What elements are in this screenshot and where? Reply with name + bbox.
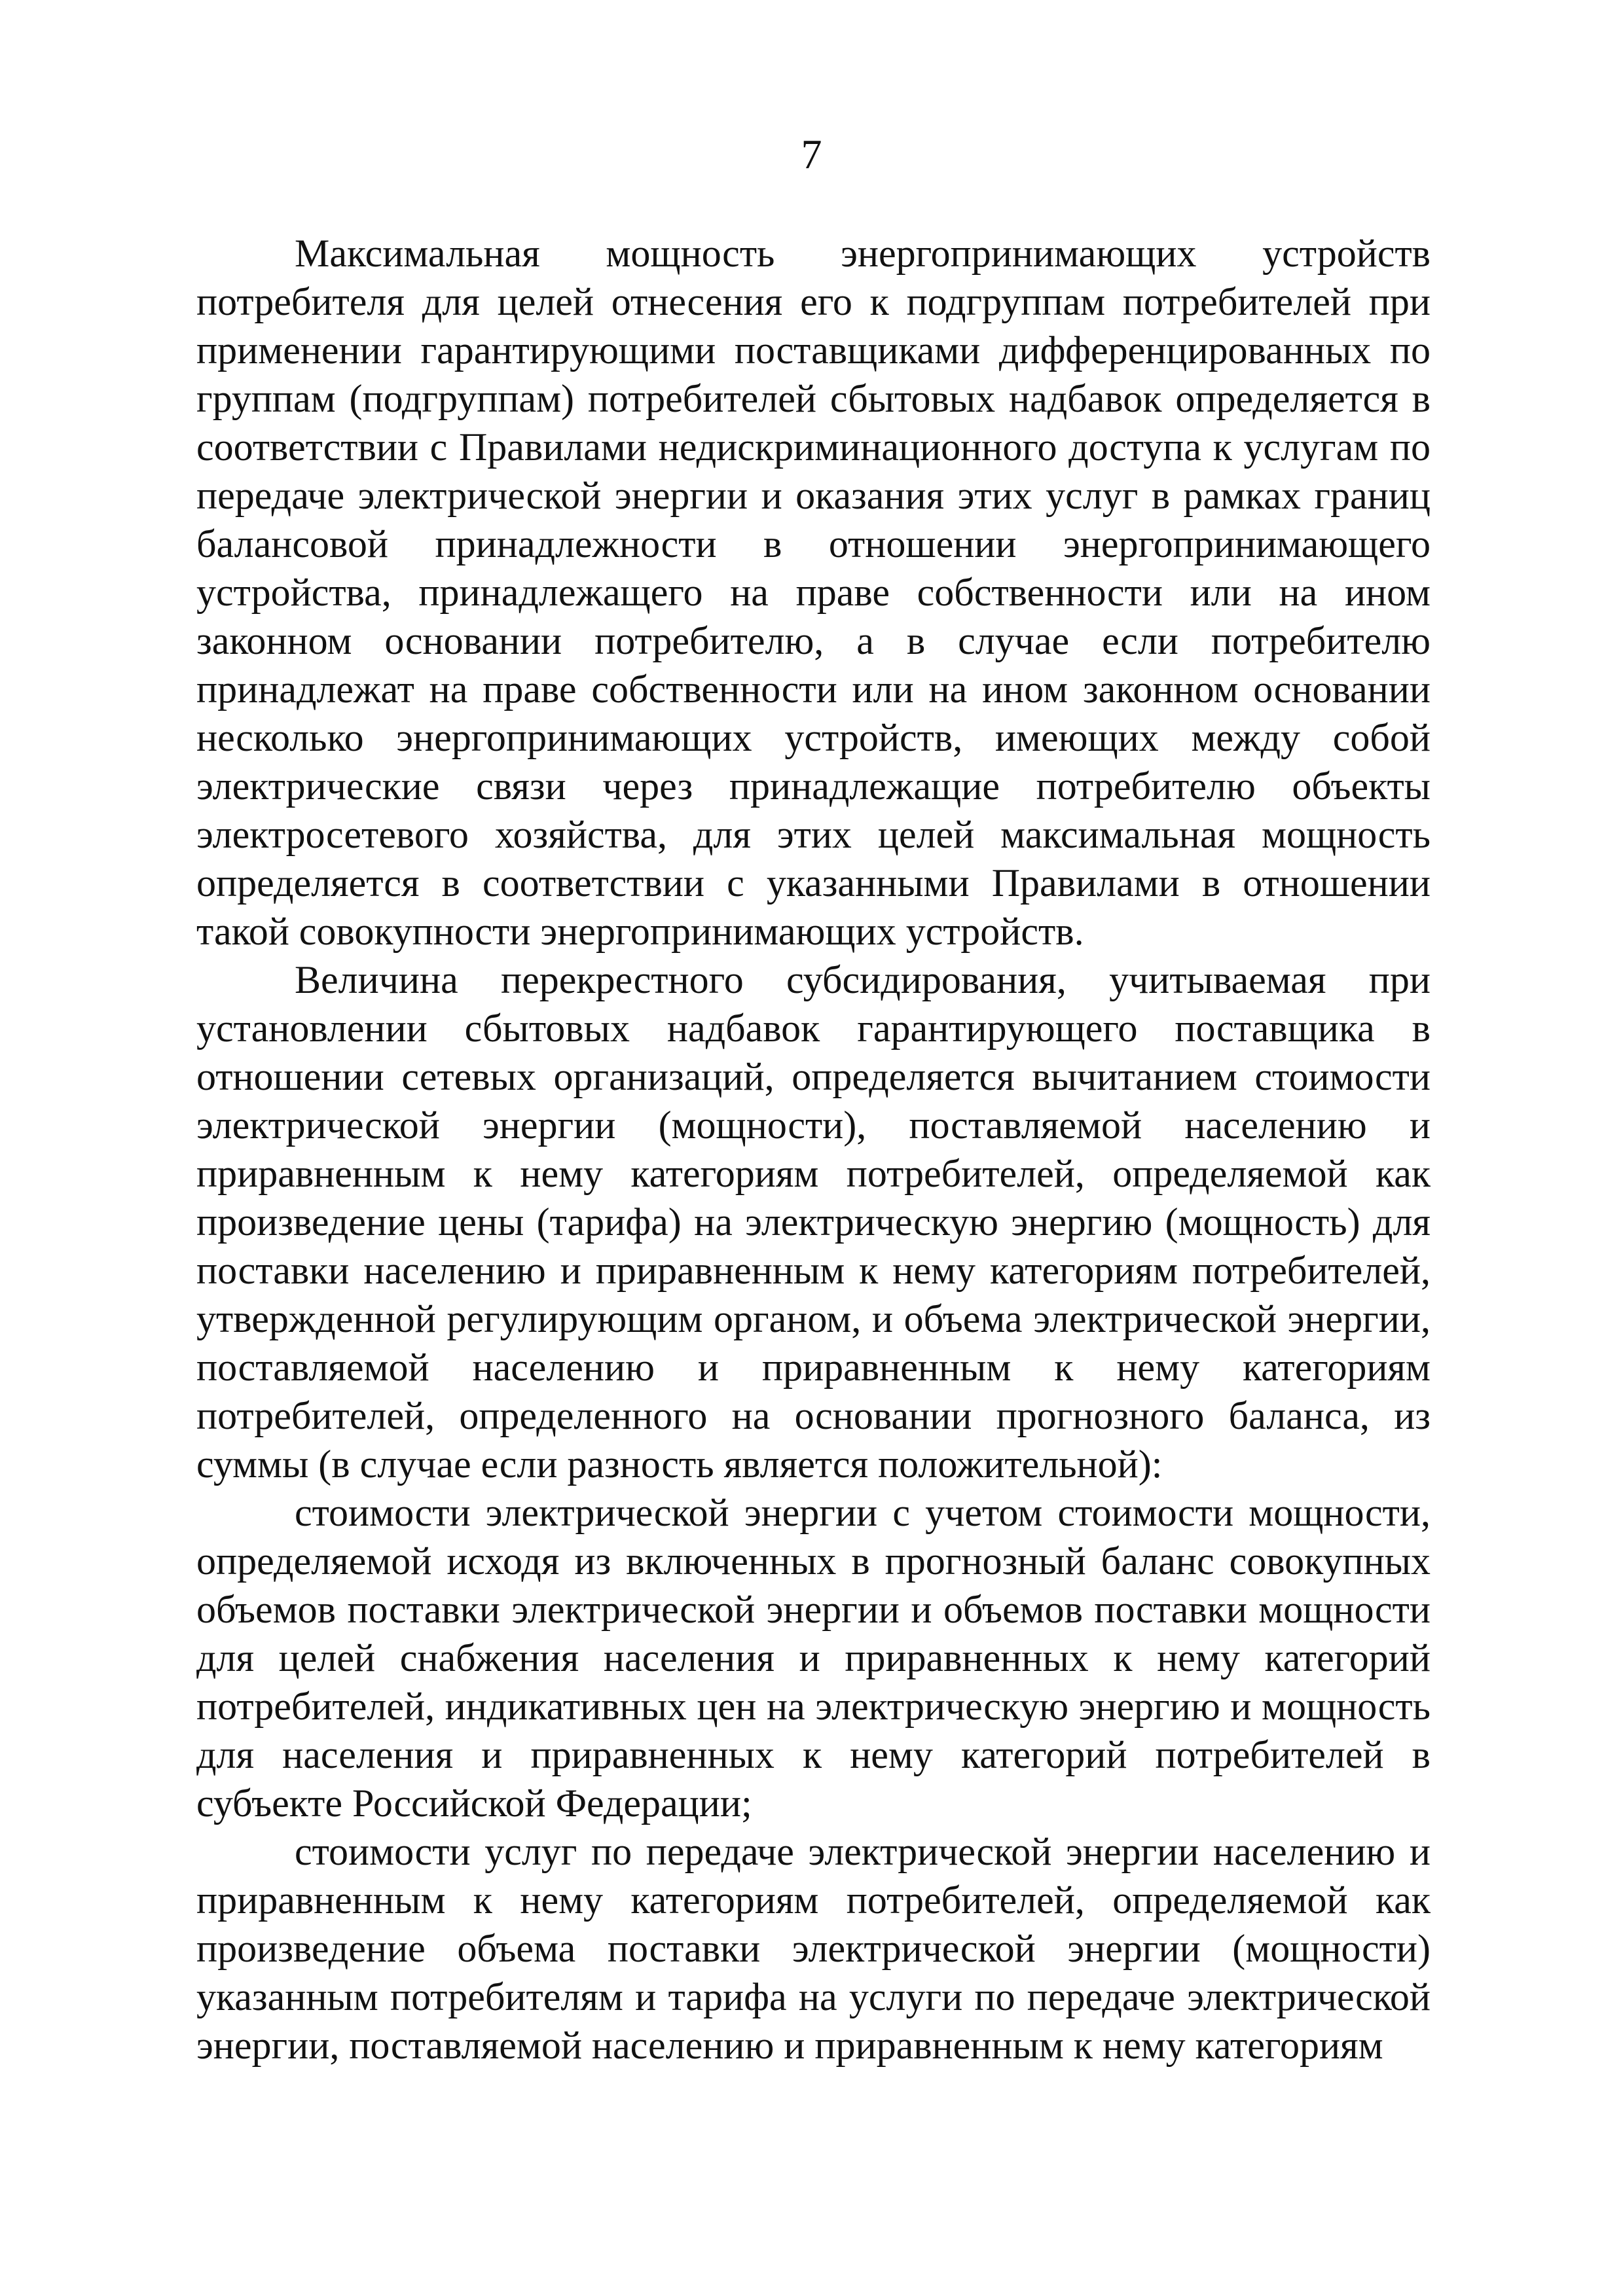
paragraph-max-power: Максимальная мощность энергопринимающих устройств потребителя для целей отнесения его к подгруппам потребителей при применении гарантирующими поставщиками дифференцированных по группам (подгруппам) потребителей сбытовых надбавок определяется в соответствии с Правилами недискриминационного доступа к услугам по передаче электрической энергии и оказания этих услуг в рамках границ балансовой принадлежности в отношении энергопринимающего устройства, принадлежащего на праве собственности или на ином законном основании потребителю, а в случае если потребителю принадлежат на праве собственности или на ином законном основании несколько энергопринимающих устройств, имеющих между собой электрические связи через принадлежащие потребителю объекты электросетевого хозяйства, для этих целей максимальная мощность определяется в соответствии с указанными Правилами в отношении такой совокупности энергопринимающих устройств.	[196, 232, 1431, 953]
paragraph-energy-cost: стоимости электрической энергии с учетом стоимости мощности, определяемой исходя из включенных в прогнозный баланс совокупных объемов поставки электрической энергии и объемов поставки мощности для целей снабжения населения и приравненных к нему категорий потребителей, индикативных цен на электрическую энергию и мощность для населения и приравненных к нему категорий потребителей в субъекте Российской Федерации;	[196, 1491, 1431, 1825]
paragraph-transmission-cost: стоимости услуг по передаче электрической энергии населению и приравненным к нему категориям потребителей, определяемой как произведение объема поставки электрической энергии (мощности) указанным потребителям и тарифа на услуги по передаче электрической энергии, поставляемой населению и приравненным к нему категориям	[196, 1830, 1431, 2067]
page-number: 7	[801, 131, 822, 177]
document-body	[196, 229, 1431, 2070]
paragraph-cross-subsidy: Величина перекрестного субсидирования, учитываемая при установлении сбытовых надбавок гарантирующего поставщика в отношении сетевых организаций, определяется вычитанием стоимости электрической энергии (мощности), поставляемой населению и приравненным к нему категориям потребителей, определяемой как произведение цены (тарифа) на электрическую энергию (мощность) для поставки населению и приравненным к нему категориям потребителей, утвержденной регулирующим органом, и объема электрической энергии, поставляемой населению и приравненным к нему категориям потребителей, определенного на основании прогнозного баланса, из суммы (в случае если разность является положительной):	[196, 958, 1431, 1486]
